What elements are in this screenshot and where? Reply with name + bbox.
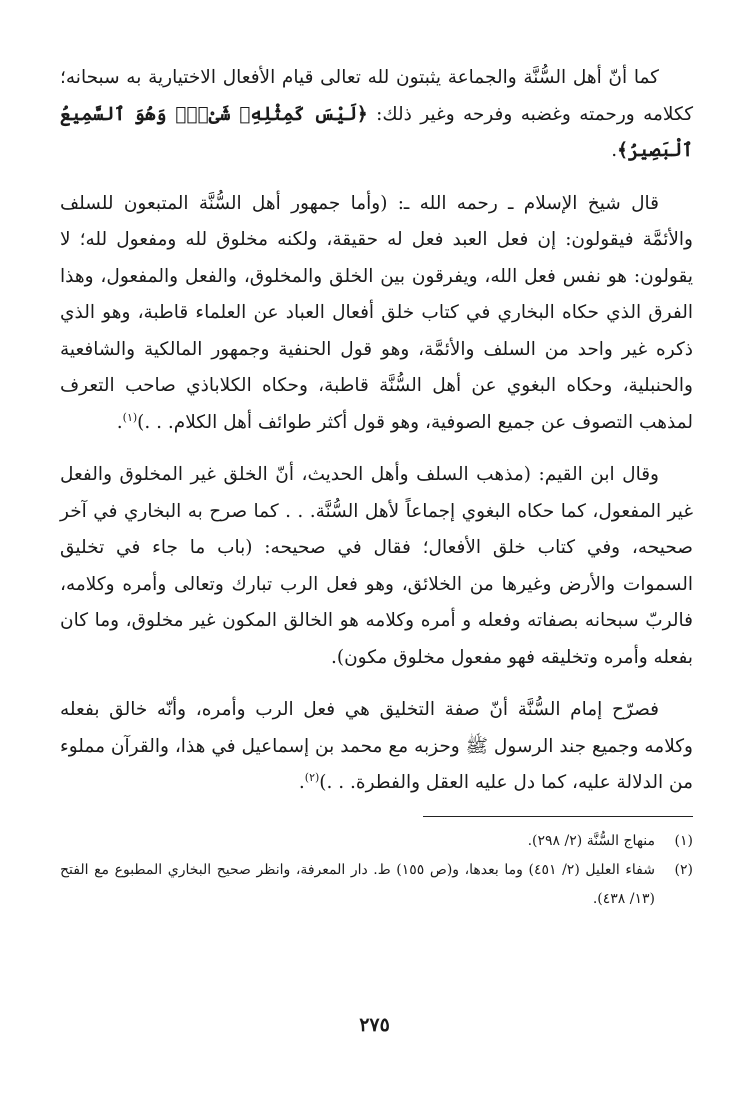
paragraph-2-text: قال شيخ الإسلام ـ رحمه الله ـ: (وأما جمهور أهل السُّنَّة المتبعون للسلف والأئمَّة فيقولون: إن فعل العبد فعل له حقيقة، ولكنه مخلوق لله ومفعول لله؛ لا يقولون: هو نفس فعل الله، ويفرقون بين الخلق والمخلوق، والفعل والمفعول، وهذا الفرق الذي حكاه البخاري في كتاب خلق أفعال العباد عن العلماء قاطبة، وهو الذي ذكره غير واحد من السلف والأئمَّة، وهو قول الحنفية وجمهور المالكية والشافعية والحنبلية، وحكاه البغوي عن أهل السُّنَّة قاطبة، وحكاه الكلاباذي صاحب التعرف لمذهب التصوف عن جميع الصوفية، وهو قول أكثر طوائف أهل الكلام. . .) (60, 192, 693, 433)
paragraph-2-end: . (116, 411, 123, 433)
footnote-ref-1[interactable]: (١) (122, 410, 138, 424)
footnote-text: شفاء العليل (٢/ ٤٥١) وما بعدها، و(ص ١٥٥) ط. دار المعرفة، وانظر صحيح البخاري المطبوع مع الفتح (١٣/ ٤٣٨). (60, 861, 655, 907)
footnote-1 (60, 827, 693, 856)
footnote-number: (٢) (674, 861, 693, 878)
paragraph-2 (60, 186, 693, 442)
footnote-separator (423, 816, 693, 817)
footnote-2 (60, 856, 693, 914)
footnotes (60, 827, 693, 914)
paragraph-4-text: فصرّح إمام السُّنَّة أنّ صفة التخليق هي فعل الرب وأمره، وأنّه خالق بفعله وكلامه وجميع جند الرسول ﷺ وحزبه مع محمد بن إسماعيل في هذا، والقرآن مملوء من الدلالة عليه، كما دل عليه العقل والفطرة. . .) (60, 699, 693, 793)
paragraph-4-end: . (298, 772, 305, 793)
paragraph-1-end: . (611, 140, 618, 161)
paragraph-3 (60, 457, 693, 676)
paragraph-3-text: وقال ابن القيم: (مذهب السلف وأهل الحديث، أنّ الخلق غير المخلوق والفعل غير المفعول، كما حكاه البغوي إجماعاً لأهل السُّنَّة. . . كما صرح به البخاري في آخر صحيحه، وفي كتاب خلق الأفعال؛ فقال في صحيحه: (باب ما جاء في تخليق السموات والأرض وغيرها من الخلائق، وهو فعل الرب تبارك وتعالى وأمره وكلامه، فالربّ سبحانه بصفاته وفعله و أمره وكلامه هو الخالق المكون غير مخلوق، وما كان بفعله وأمره وتخليقه فهو مفعول مخلوق مكون). (60, 464, 693, 668)
page-number: ٢٧٥ (359, 1014, 390, 1036)
footnote-ref-2[interactable]: (٢) (304, 770, 320, 784)
paragraph-1-text: كما أنّ أهل السُّنَّة والجماعة يثبتون لله تعالى قيام الأفعال الاختيارية به سبحانه؛ ككلامه ورحمته وغضبه وفرحه وغير ذلك: (60, 67, 693, 125)
footnote-number: (١) (674, 832, 693, 849)
footnote-text: منهاج السُّنَّة (٢/ ٢٩٨). (527, 832, 655, 849)
paragraph-4 (60, 692, 693, 802)
quran-verse: ﴿لَيْسَ كَمِثْلِهِۦ شَىْءٌۖ وَهُوَ ٱلسَّمِيعُ ٱلْبَصِيرُ﴾ (60, 103, 693, 161)
paragraph-1 (60, 60, 693, 170)
